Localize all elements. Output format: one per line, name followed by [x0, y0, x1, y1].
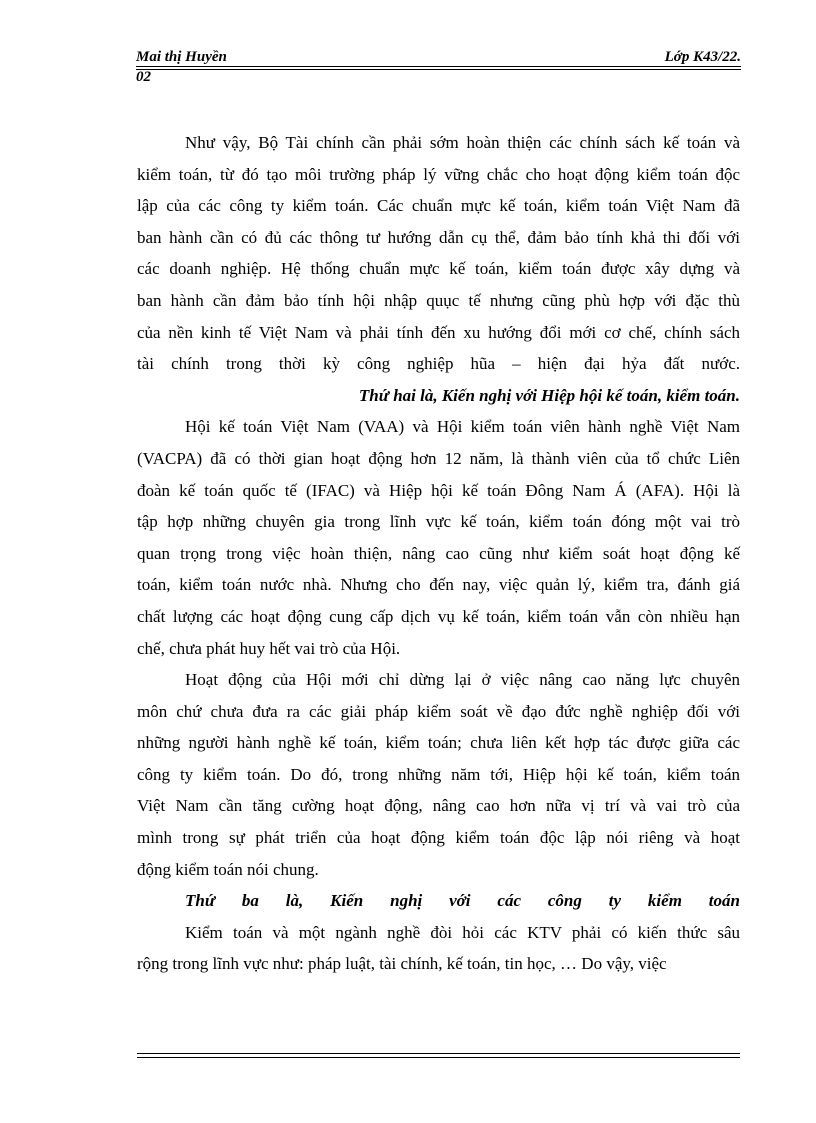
paragraph-line: ban hành cần có đủ các thông tư hướng dẫn cụ thể, đảm bảo tính khả thi đối với: [137, 227, 740, 247]
header-author: Mai thị Huyền: [136, 49, 227, 65]
paragraph-line: toán, kiểm toán nước nhà. Nhưng cho đến nay, việc quản lý, kiểm tra, đánh giá: [137, 575, 740, 595]
paragraph-line: của nền kinh tế Việt Nam và phải tính đến xu hướng đổi mới cơ chế, chính sách: [137, 322, 740, 342]
paragraph-line: môn chứ chưa đưa ra các giải pháp kiểm soát về đạo đức nghề nghiệp đối với: [137, 701, 740, 721]
header-code: 02: [136, 69, 151, 85]
paragraph-line: kiểm toán, từ đó tạo môi trường pháp lý vững chắc cho hoạt động kiểm toán độc: [137, 164, 740, 184]
paragraph-line: ban hành cần đảm bảo tính hội nhập quục tế nhưng cũng phù hợp với đặc thù: [137, 290, 740, 310]
paragraph-line: Kiểm toán và một ngành nghề đòi hỏi các KTV phải có kiến thức sâu: [185, 922, 740, 942]
paragraph-line: tập hợp những chuyên gia trong lĩnh vực kế toán, kiểm toán đóng một vai trò: [137, 512, 740, 532]
paragraph-line: Việt Nam cần tăng cường hoạt động, nâng cao hơn nữa vị trí và vai trò của: [137, 796, 740, 816]
footer-rule-thin: [137, 1057, 740, 1058]
header-class: Lớp K43/22.: [664, 49, 741, 65]
paragraph-line: những người hành nghề kế toán, kiểm toán; chưa liên kết hợp tác được giữa các: [137, 733, 740, 753]
paragraph-line: động kiểm toán nói chung.: [137, 859, 319, 879]
footer-rule: [137, 1053, 740, 1054]
paragraph-line: công ty kiểm toán. Do đó, trong những năm tới, Hiệp hội kế toán, kiểm toán: [137, 764, 740, 784]
paragraph-line: chế, chưa phát huy hết vai trò của Hội.: [137, 638, 401, 658]
paragraph-line: lập của các công ty kiểm toán. Các chuẩn mực kế toán, kiểm toán Việt Nam đã: [137, 196, 740, 216]
paragraph-line: mình trong sự phát triển của hoạt động kiểm toán độc lập nói riêng và hoạt: [137, 828, 740, 848]
paragraph-line: (VACPA) đã có thời gian hoạt động hơn 12 năm, là thành viên của tổ chức Liên: [137, 448, 740, 468]
paragraph-line: Hội kế toán Việt Nam (VAA) và Hội kiểm toán viên hành nghề Việt Nam: [185, 417, 740, 437]
page-header: [136, 49, 741, 89]
paragraph-line: chất lượng các hoạt động cung cấp dịch vụ kế toán, kiểm toán vẫn còn nhiều hạn: [137, 606, 740, 626]
document-body: [137, 127, 740, 980]
paragraph-line: quan trọng trong việc hoàn thiện, nâng cao cũng như kiểm soát hoạt động kế: [137, 543, 740, 563]
header-rule-thin: [136, 69, 741, 70]
paragraph-line: tài chính trong thời kỳ công nghiệp hũa – hiện đại hỷa đất nước.: [137, 354, 740, 374]
paragraph-line: các doanh nghiệp. Hệ thống chuẩn mực kế toán, kiểm toán được xây dựng và: [137, 259, 740, 279]
paragraph-line: Hoạt động của Hội mới chỉ dừng lại ở việc nâng cao năng lực chuyên: [185, 670, 740, 690]
section-heading: Thứ hai là, Kiến nghị với Hiệp hội kế toán, kiểm toán.: [358, 385, 740, 405]
header-rule: [136, 66, 741, 67]
section-heading: Thứ ba là, Kiến nghị với các công ty kiểm toán: [185, 891, 740, 911]
paragraph-line: Như vậy, Bộ Tài chính cần phải sớm hoàn thiện các chính sách kế toán và: [185, 133, 740, 152]
page-footer-rule: [137, 1053, 740, 1059]
paragraph-line: đoàn kế toán quốc tế (IFAC) và Hiệp hội kế toán Đông Nam Á (AFA). Hội là: [137, 480, 740, 500]
paragraph-line: rộng trong lĩnh vực như: pháp luật, tài chính, kế toán, tin học, … Do vậy, việc: [137, 954, 667, 974]
